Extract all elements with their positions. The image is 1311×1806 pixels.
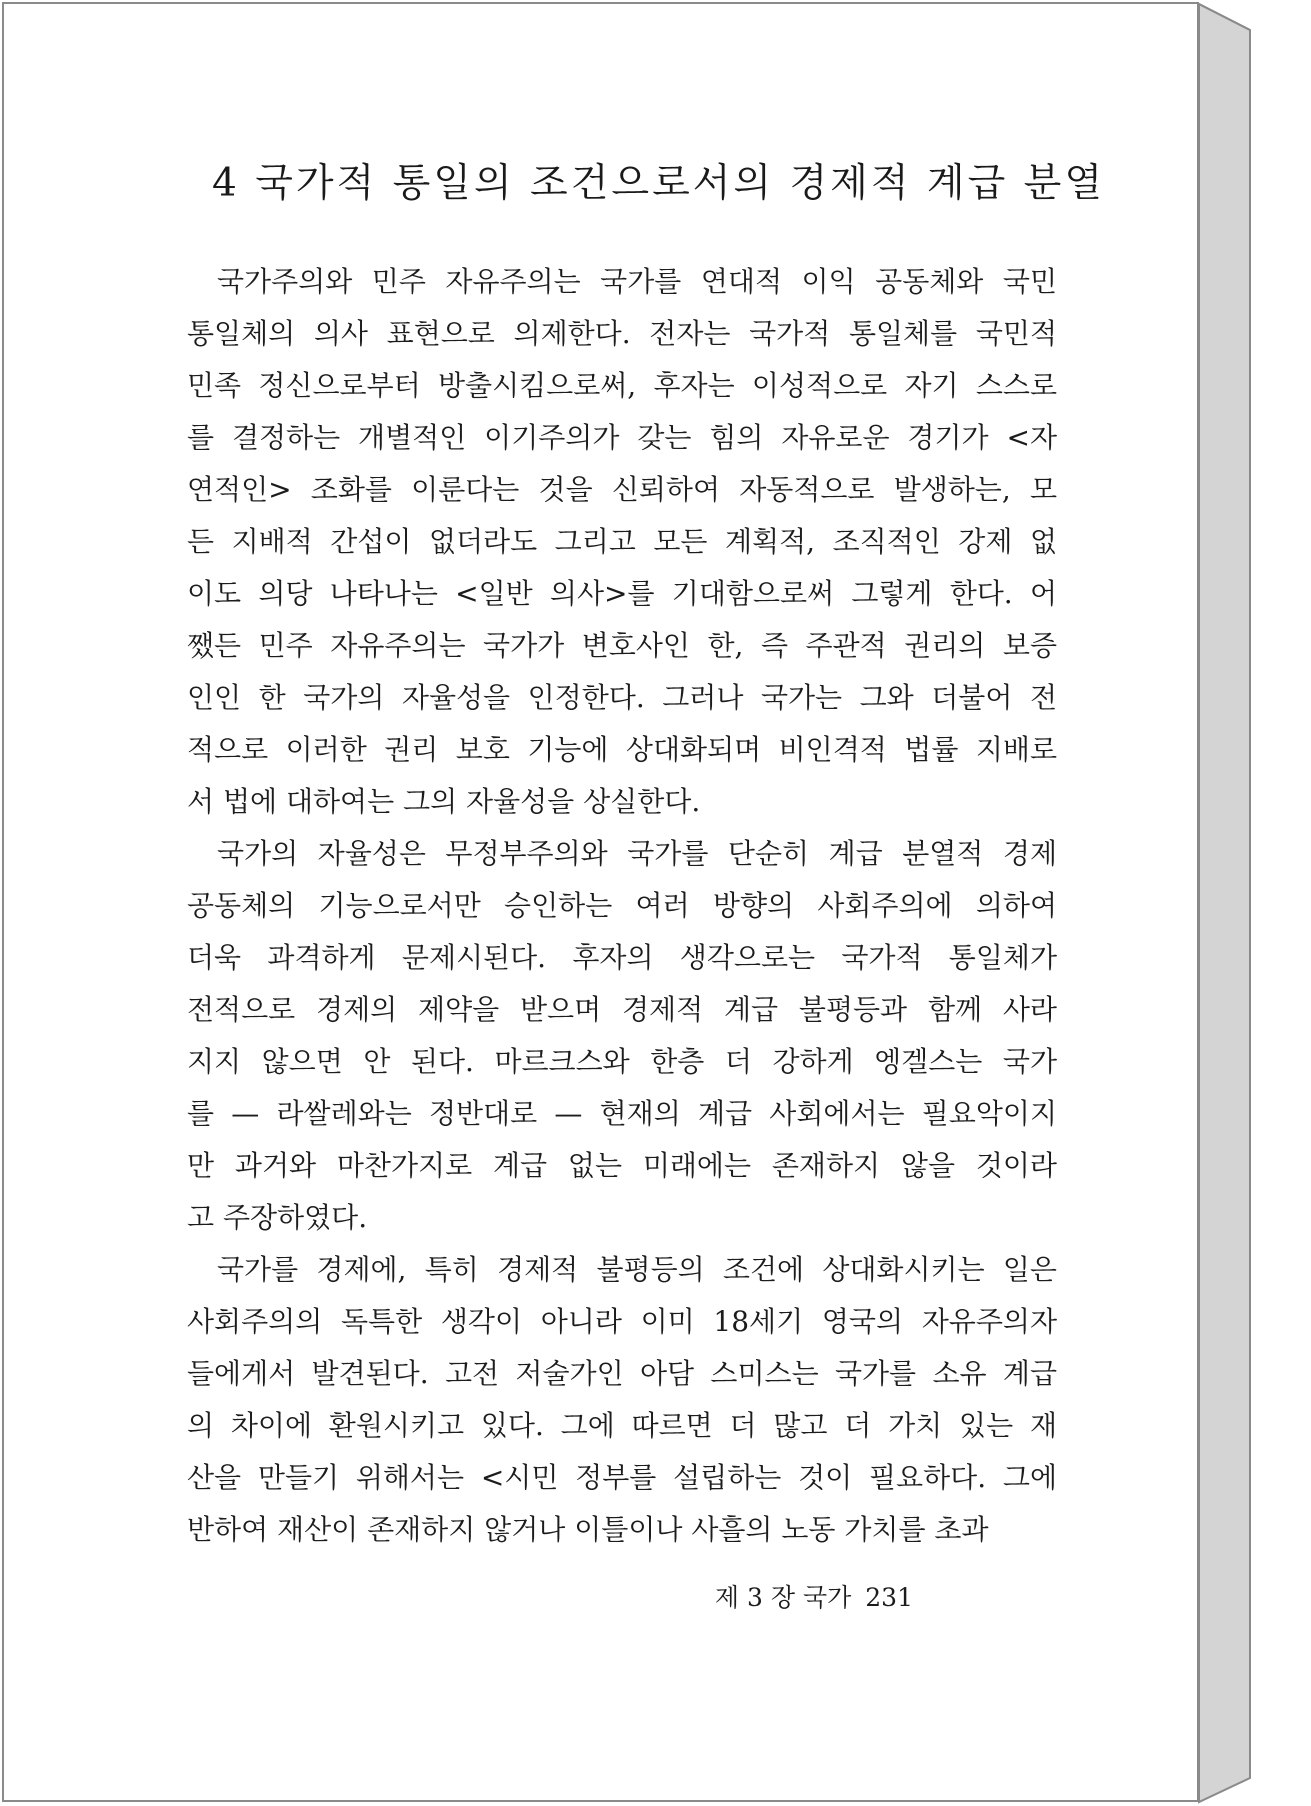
text-line: 산을 만들기 위해서는 <시민 정부를 설립하는 것이 필요하다. 그에 [187,1461,1057,1494]
book-page [2,2,1199,1802]
text-line: 국가의 자율성은 무정부주의와 국가를 단순히 계급 분열적 경제 [217,837,1057,870]
text-line: 만 과거와 마찬가지로 계급 없는 미래에는 존재하지 않을 것이라 [187,1149,1057,1182]
text-line: 더욱 과격하게 문제시된다. 후자의 생각으로는 국가적 통일체가 [187,941,1057,974]
text-line: 적으로 이러한 권리 보호 기능에 상대화되며 비인격적 법률 지배로 [187,733,1057,766]
text-line: 든 지배적 간섭이 없더라도 그리고 모든 계획적, 조직적인 강제 없 [187,525,1057,558]
text-line: 지지 않으면 안 된다. 마르크스와 한층 더 강하게 엥겔스는 국가 [187,1045,1057,1078]
text-line: 민족 정신으로부터 방출시킴으로써, 후자는 이성적으로 자기 스스로 [187,369,1057,402]
text-line: 국가주의와 민주 자유주의는 국가를 연대적 이익 공동체와 국민 [217,265,1057,298]
text-line: 를 결정하는 개별적인 이기주의가 갖는 힘의 자유로운 경기가 <자 [187,421,1057,454]
text-line: 들에게서 발견된다. 고전 저술가인 아담 스미스는 국가를 소유 계급 [187,1357,1057,1390]
text-line: 인인 한 국가의 자율성을 인정한다. 그러나 국가는 그와 더불어 전 [187,681,1057,714]
text-line: 쨌든 민주 자유주의는 국가가 변호사인 한, 즉 주관적 권리의 보증 [187,629,1057,662]
text-line: 연적인> 조화를 이룬다는 것을 신뢰하여 자동적으로 발생하는, 모 [187,473,1057,506]
text-line: 의 차이에 환원시키고 있다. 그에 따르면 더 많고 더 가치 있는 재 [187,1409,1057,1442]
text-line: 전적으로 경제의 제약을 받으며 경제적 계급 불평등과 함께 사라 [187,993,1057,1026]
text-line: 이도 의당 나타나는 <일반 의사>를 기대함으로써 그렇게 한다. 어 [187,577,1057,610]
text-line: 를 — 라쌀레와는 정반대로 — 현재의 계급 사회에서는 필요악이지 [187,1097,1057,1130]
text-line: 통일체의 의사 표현으로 의제한다. 전자는 국가적 통일체를 국민적 [187,317,1057,350]
chapter-label: 제 3 장 국가 [714,1583,852,1612]
text-line: 국가를 경제에, 특히 경제적 불평등의 조건에 상대화시키는 일은 [217,1253,1057,1286]
text-line: 반하여 재산이 존재하지 않거나 이틀이나 사흘의 노동 가치를 초과 [187,1513,989,1546]
text-line: 공동체의 기능으로서만 승인하는 여러 방향의 사회주의에 의하여 [187,889,1057,922]
text-line: 서 법에 대하여는 그의 자율성을 상실한다. [187,785,701,818]
page-footer [715,1578,913,1614]
text-line: 고 주장하였다. [187,1201,368,1234]
section-heading: 4 국가적 통일의 조건으로서의 경제적 계급 분열 [212,161,1106,206]
page-number: 231 [865,1583,913,1612]
body-text [187,256,1057,1556]
text-line: 사회주의의 독특한 생각이 아니라 이미 18세기 영국의 자유주의자 [187,1305,1057,1338]
